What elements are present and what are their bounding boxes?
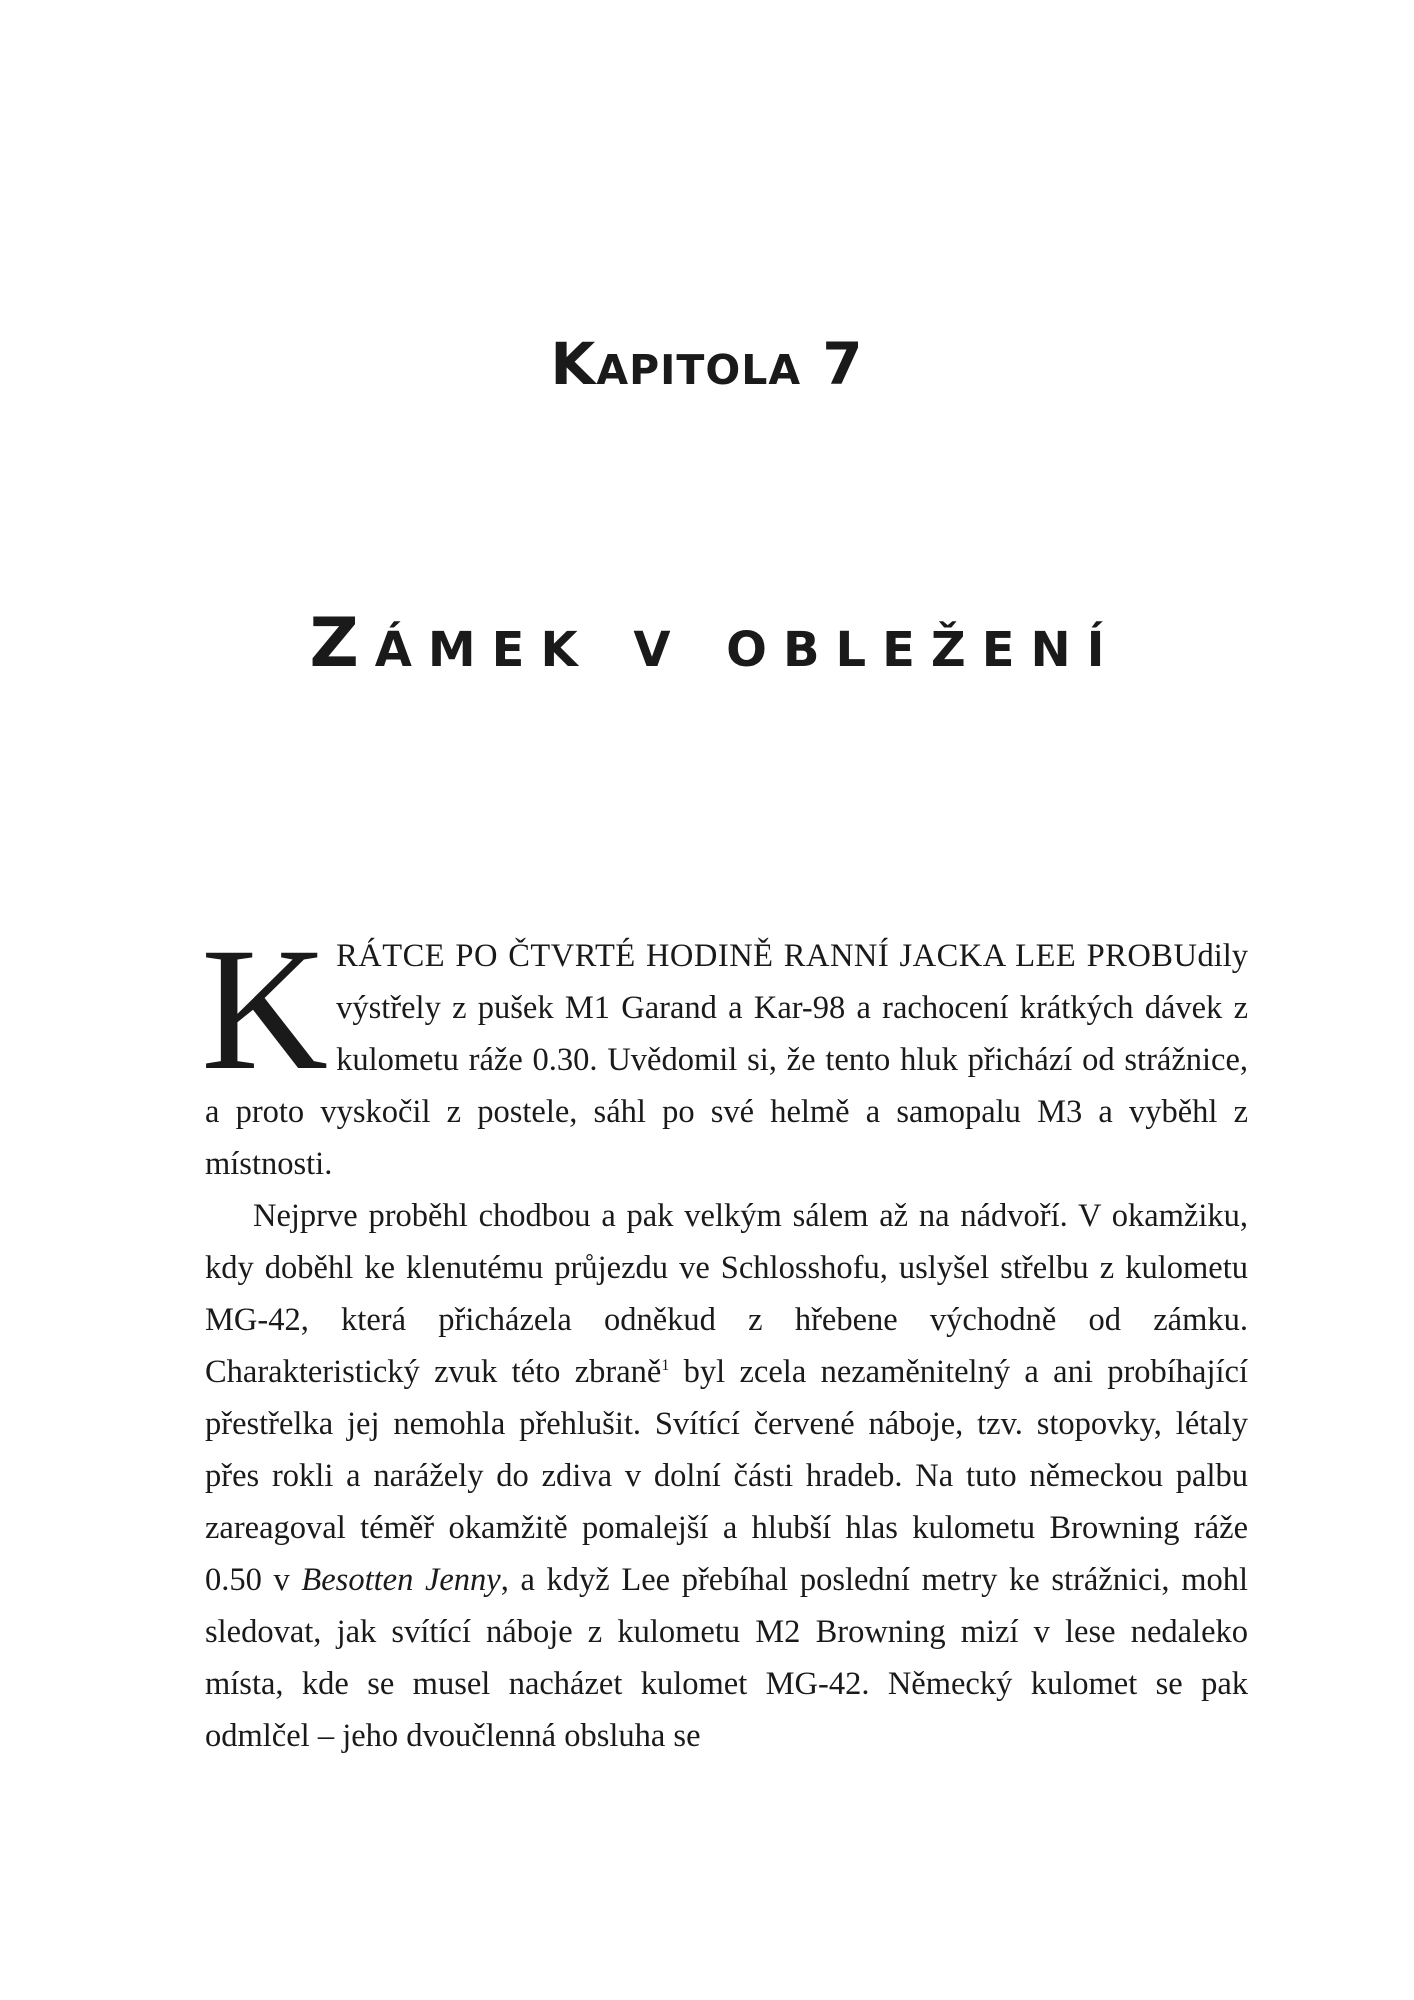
footnote-ref[interactable]: 1 — [661, 1357, 670, 1375]
paragraph-1 — [201, 912, 1248, 1190]
chapter-label: Kapitola 7 — [550, 330, 864, 398]
paragraph-1-text: dily výstřely z pušek M1 Garand a Kar-98 a rachocení krátkých dávek z kulometu ráže 0.30. Uvědomil si, že tento hluk přichází od strážnice, a proto vyskočil z postele, sáhl po své helmě a samopalu M3 a vyběhl z místnosti. — [205, 938, 1248, 1182]
paragraph-2 — [205, 1190, 1248, 1762]
lead-caps: RÁTCE PO ČTVRTÉ HODINĚ RANNÍ JACKA LEE PROBU — [336, 938, 1198, 974]
chapter-title: Zámek v obležení — [309, 604, 1121, 683]
paragraph-2-text-c: , a když Lee přebíhal poslední metry ke strážnici, mohl sledovat, jak svítící náboje z kulometu M2 Browning mizí v lese nedaleko místa, kde se musel nacházet kulomet MG-42. Německý kulomet se pak odmlčel – jeho dvoučlenná obsluha se — [205, 1562, 1249, 1754]
ship-name: Besotten Jenny — [301, 1562, 501, 1598]
paragraph-2-text-b: byl zcela nezaměnitelný a ani probíhající přestřelka jej nemohla přehlušit. Svítící červené náboje, tzv. stopovky, létaly přes rokli a narážely do zdiva v dolní části hradeb. Na tuto německou palbu zareagoval téměř okamžitě pomalejší a hlubší hlas kulometu Browning ráže 0.50 v — [205, 1354, 1248, 1598]
body-text — [201, 912, 1249, 1762]
drop-cap: K — [201, 912, 329, 1107]
paragraph-2-text-a: Nejprve proběhl chodbou a pak velkým sálem až na nádvoří. V okamžiku, kdy doběhl ke klenutému průjezdu ve Schlosshofu, uslyšel střelbu z kulometu MG-42, která přicházela odněkud z hřebene východně od zámku. Charakteristický zvuk této zbraně — [205, 1198, 1248, 1390]
